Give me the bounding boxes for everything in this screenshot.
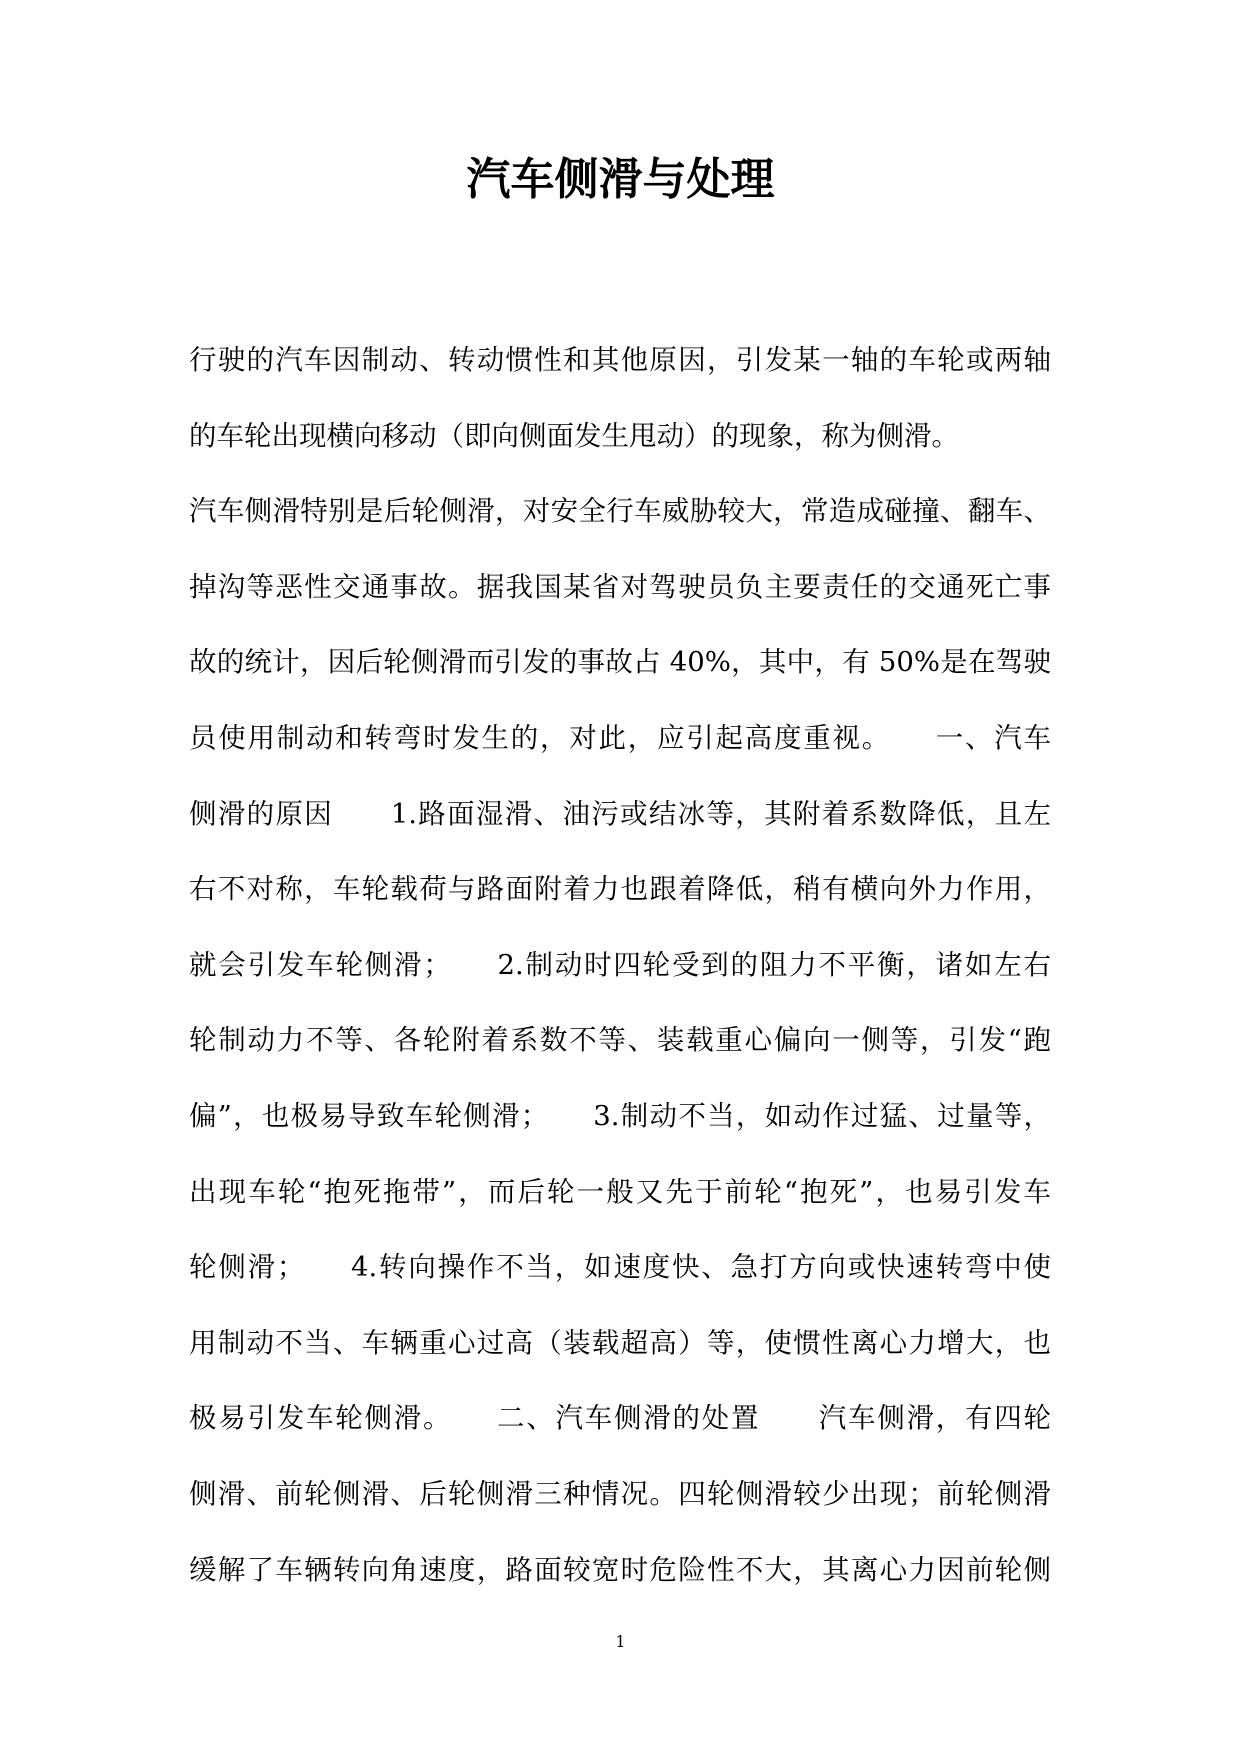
body-line: 用制动不当、车辆重心过高（装载超高）等，使惯性离心力增大，也 — [189, 1326, 1051, 1359]
page-number: 1 — [615, 1632, 626, 1651]
body-line: 的车轮出现横向移动（即向侧面发生甩动）的现象，称为侧滑。 — [189, 419, 959, 452]
body-line: 轮侧滑； 4.转向操作不当，如速度快、急打方向或快速转弯中使 — [189, 1251, 1051, 1284]
body-line: 侧滑、前轮侧滑、后轮侧滑三种情况。四轮侧滑较少出现；前轮侧滑 — [189, 1477, 1051, 1510]
body-line: 缓解了车辆转向角速度，路面较宽时危险性不大，其离心力因前轮侧 — [189, 1553, 1051, 1586]
body-line: 右不对称，车轮载荷与路面附着力也跟着降低，稍有横向外力作用， — [189, 873, 1051, 906]
body-line: 故的统计，因后轮侧滑而引发的事故占 40%，其中，有 50%是在驾驶 — [189, 646, 1051, 679]
body-line: 偏”，也极易导致车轮侧滑； 3.制动不当，如动作过猛、过量等， — [189, 1099, 1051, 1132]
body-line: 员使用制动和转弯时发生的，对此，应引起高度重视。 一、汽车 — [189, 721, 1051, 754]
body-line: 极易引发车轮侧滑。 二、汽车侧滑的处置 汽车侧滑，有四轮 — [189, 1402, 1051, 1435]
body-line: 汽车侧滑特别是后轮侧滑，对安全行车威胁较大，常造成碰撞、翻车、 — [189, 495, 1051, 528]
body-line: 行驶的汽车因制动、转动惯性和其他原因，引发某一轴的车轮或两轴 — [189, 344, 1051, 376]
document-body — [189, 330, 1051, 1615]
body-line: 掉沟等恶性交通事故。据我国某省对驾驶员负主要责任的交通死亡事 — [189, 570, 1051, 603]
document-title: 汽车侧滑与处理 — [466, 154, 775, 205]
body-line: 轮制动力不等、各轮附着系数不等、装载重心偏向一侧等，引发“跑 — [189, 1024, 1051, 1057]
body-line: 就会引发车轮侧滑； 2.制动时四轮受到的阻力不平衡，诸如左右 — [189, 948, 1051, 981]
body-line: 出现车轮“抱死拖带”，而后轮一般又先于前轮“抱死”，也易引发车 — [189, 1175, 1051, 1208]
body-line: 侧滑的原因 1.路面湿滑、油污或结冰等，其附着系数降低，且左 — [189, 797, 1051, 830]
